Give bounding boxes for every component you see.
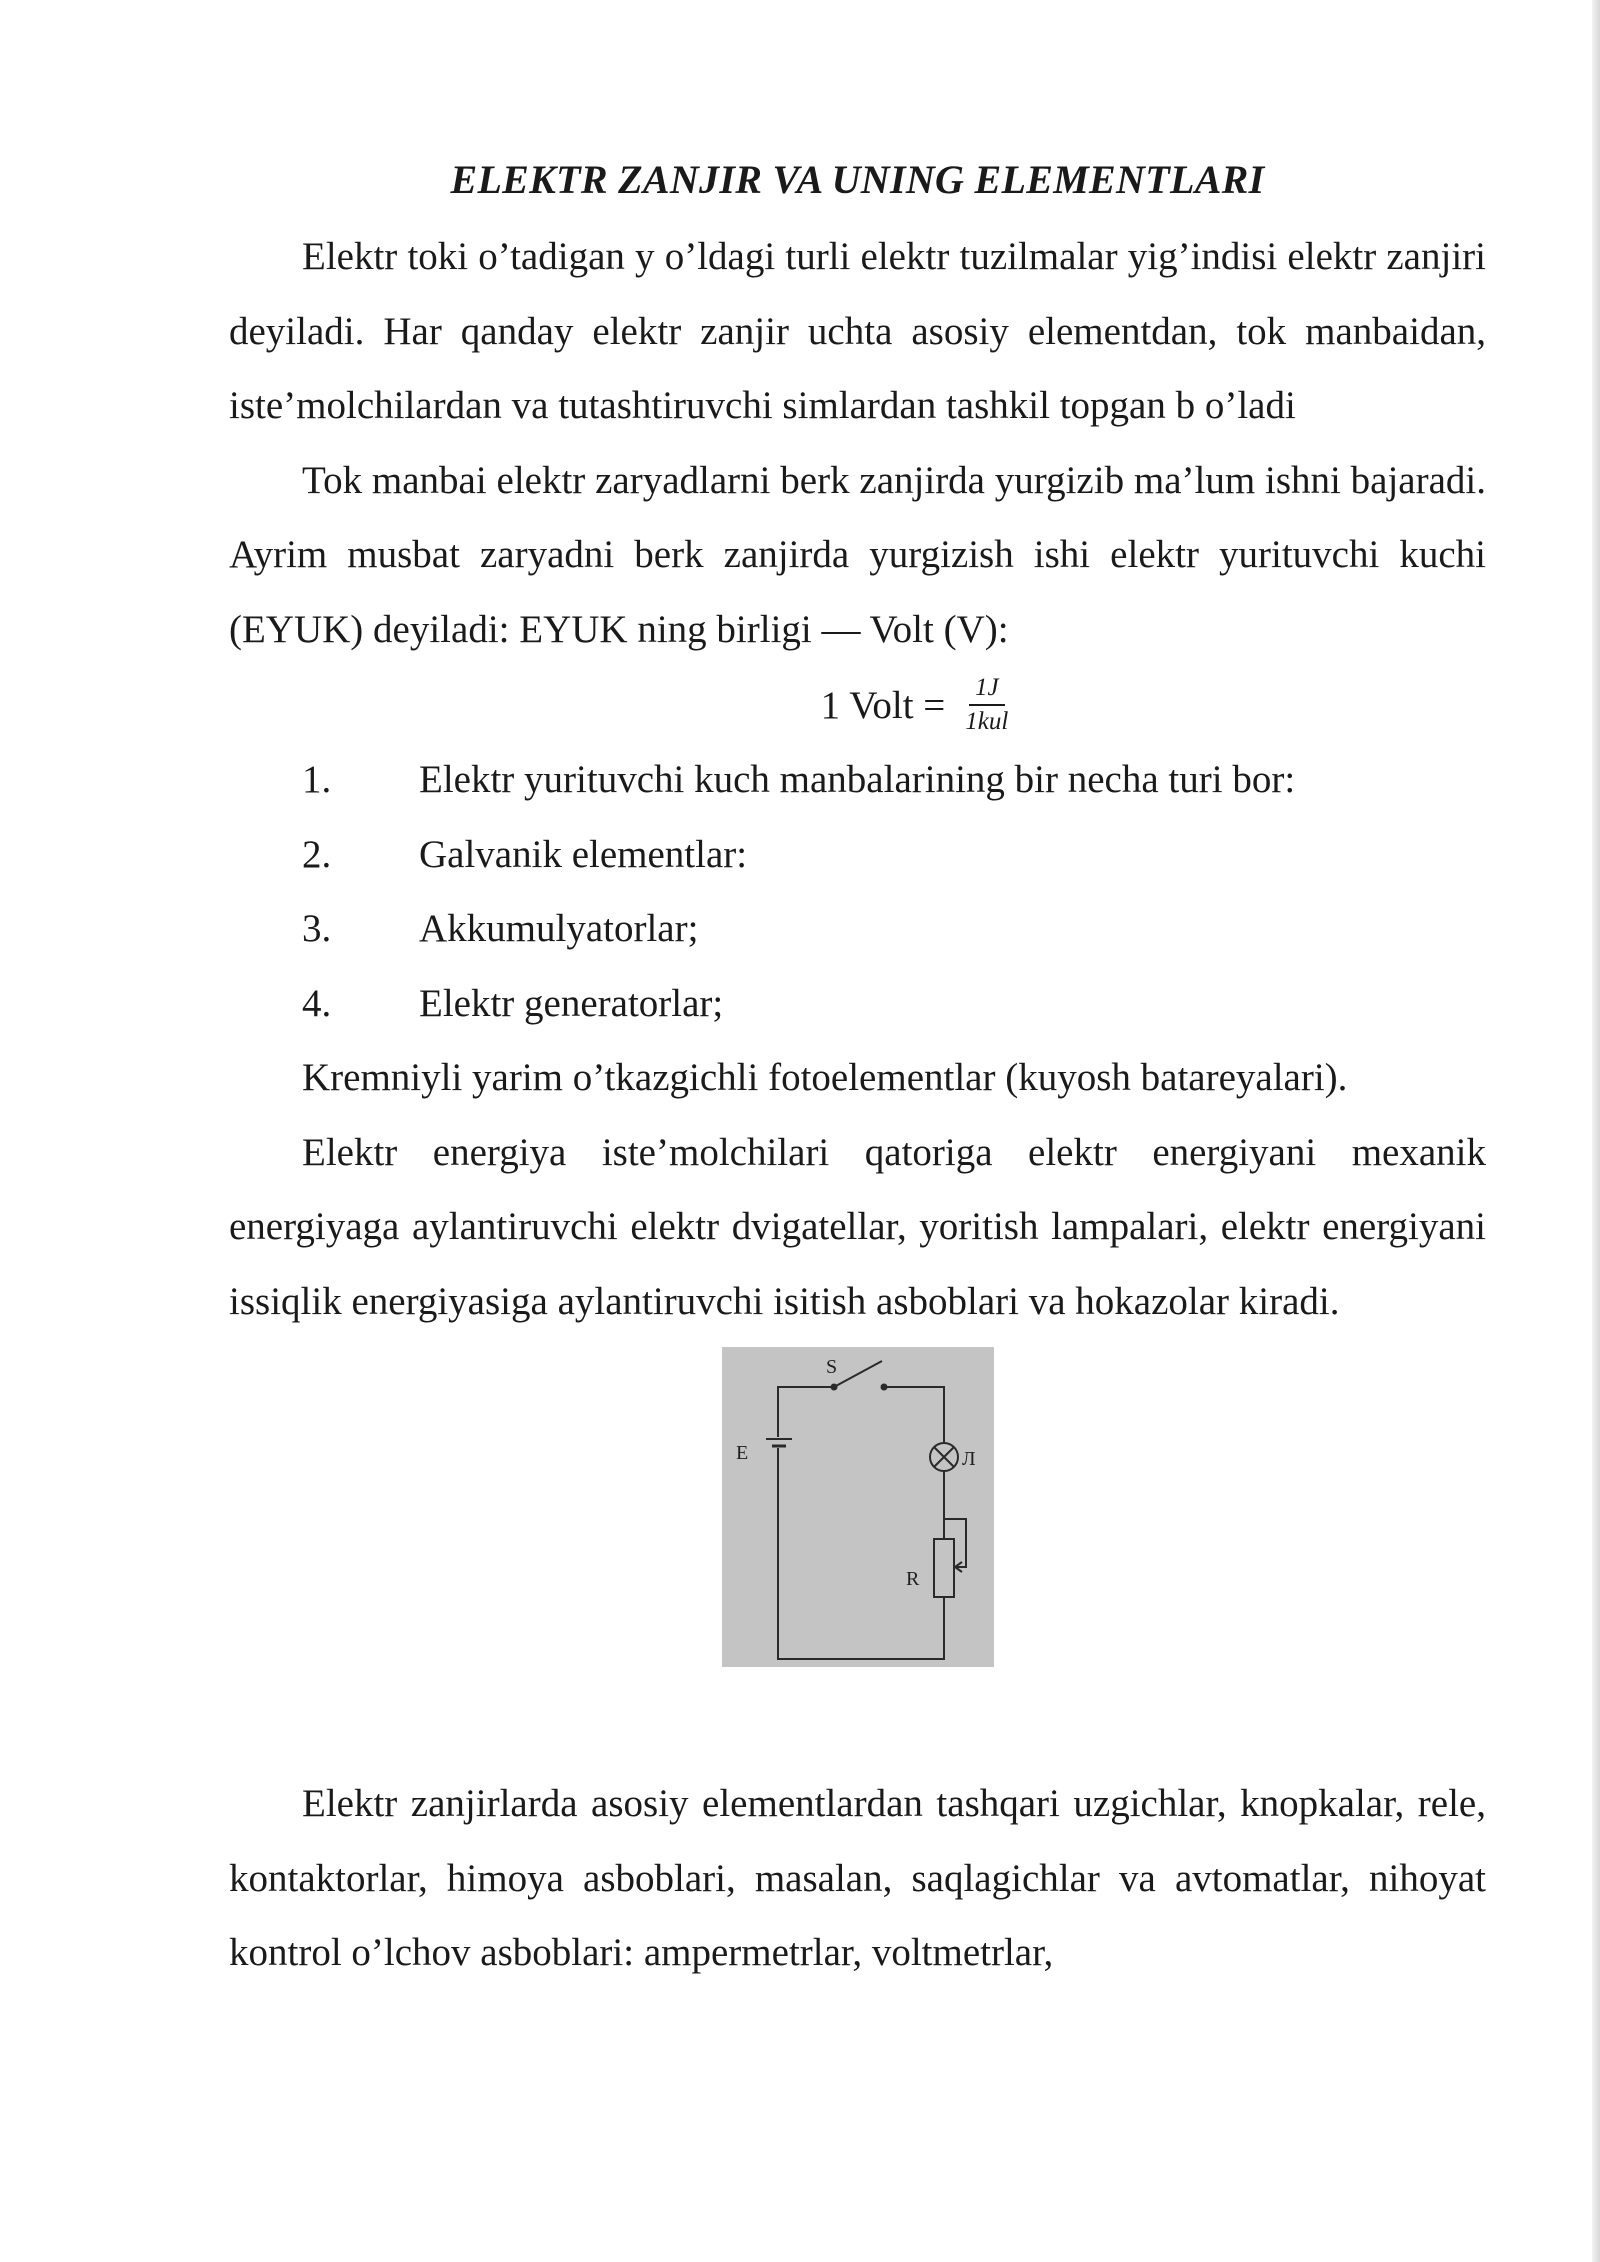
switch-label: S xyxy=(825,1356,837,1378)
list-item-number: 1. xyxy=(302,758,332,801)
paragraph-additional-elements: Elektr zanjirlarda asosiy elementlardan tashqari uzgichlar, knopkalar, rele, kontaktorlar, himoya asboblari, masalan, saqlagichlar va avtomatlar, nihoyat kontrol o’lchov asboblari: ampermetrlar, voltmetrlar, xyxy=(229,1782,1486,1974)
switch-blade xyxy=(834,1361,882,1387)
circuit-svg xyxy=(722,1347,994,1667)
list-item-number: 2. xyxy=(302,832,332,876)
list-item-text: Galvanik elementlar: xyxy=(419,832,748,876)
list-item xyxy=(229,743,1486,818)
list-item-text: Akkumulyatorlar; xyxy=(419,907,699,950)
document-body xyxy=(229,150,1486,1991)
wire-top-left xyxy=(778,1387,832,1437)
page-edge-shadow xyxy=(1592,0,1600,2262)
formula-denominator: 1kul xyxy=(965,708,1009,735)
formula-fraction xyxy=(959,674,1014,736)
list-item-text: Elektr generatorlar; xyxy=(419,981,724,1025)
paragraph-consumers: Elektr energiya iste’molchilari qatoriga elektr energiyani mexanik energiyaga aylantiruvchi elektr dvigatellar, yoritish lampalari, elektr energiyani issiqlik energiyasiga aylantiruvchi isitish asboblari va hokazolar kiradi. xyxy=(229,1130,1486,1323)
wire-left-bottom xyxy=(778,1448,944,1659)
list-item xyxy=(229,818,1486,893)
list-item-text: Elektr yurituvchi kuch manbalarining bir necha turi bor: xyxy=(419,758,1296,801)
switch-contact-right xyxy=(881,1385,886,1390)
lamp-label: Л xyxy=(961,1448,976,1470)
paragraph-photocells: Kremniyli yarim o’tkazgichli fotoelementlar (kuyosh batareyalari). xyxy=(302,1056,1348,1099)
list-item-number: 4. xyxy=(302,981,332,1025)
paragraph-definition: Elektr toki o’tadigan y o’ldagi turli elektr tuzilmalar yig’indisi elektr zanjiri deyiladi. Har qanday elektr zanjir uchta asosiy elementdan, tok manbaidan, iste’molchilardan va tutashtiruvchi simlardan tashkil topgan b o’ladi xyxy=(229,235,1486,427)
resistor-label: R xyxy=(905,1568,919,1590)
wire-top-right xyxy=(886,1387,944,1443)
volt-formula xyxy=(229,667,1486,743)
document-title: ELEKTR ZANJIR VA UNING ELEMENTLARI xyxy=(450,157,1265,202)
list-item xyxy=(229,967,1486,1042)
figure-container xyxy=(229,1347,1486,1667)
circuit-diagram xyxy=(722,1347,994,1667)
resistor-body xyxy=(934,1539,954,1597)
list-item xyxy=(229,892,1486,967)
list-item-number: 3. xyxy=(302,907,332,950)
source-label: E xyxy=(735,1442,748,1464)
formula-lhs: 1 Volt = xyxy=(820,683,946,727)
emf-sources-list xyxy=(229,743,1486,1041)
paragraph-emf: Tok manbai elektr zaryadlarni berk zanjirda yurgizib ma’lum ishni bajaradi. Ayrim musbat zaryadni berk zanjirda yurgizish ishi elektr yurituvchi kuchi (EYUK) deyiladi: EYUK ning birligi — Volt (V): xyxy=(229,458,1486,651)
formula-numerator: 1J xyxy=(969,674,1005,706)
